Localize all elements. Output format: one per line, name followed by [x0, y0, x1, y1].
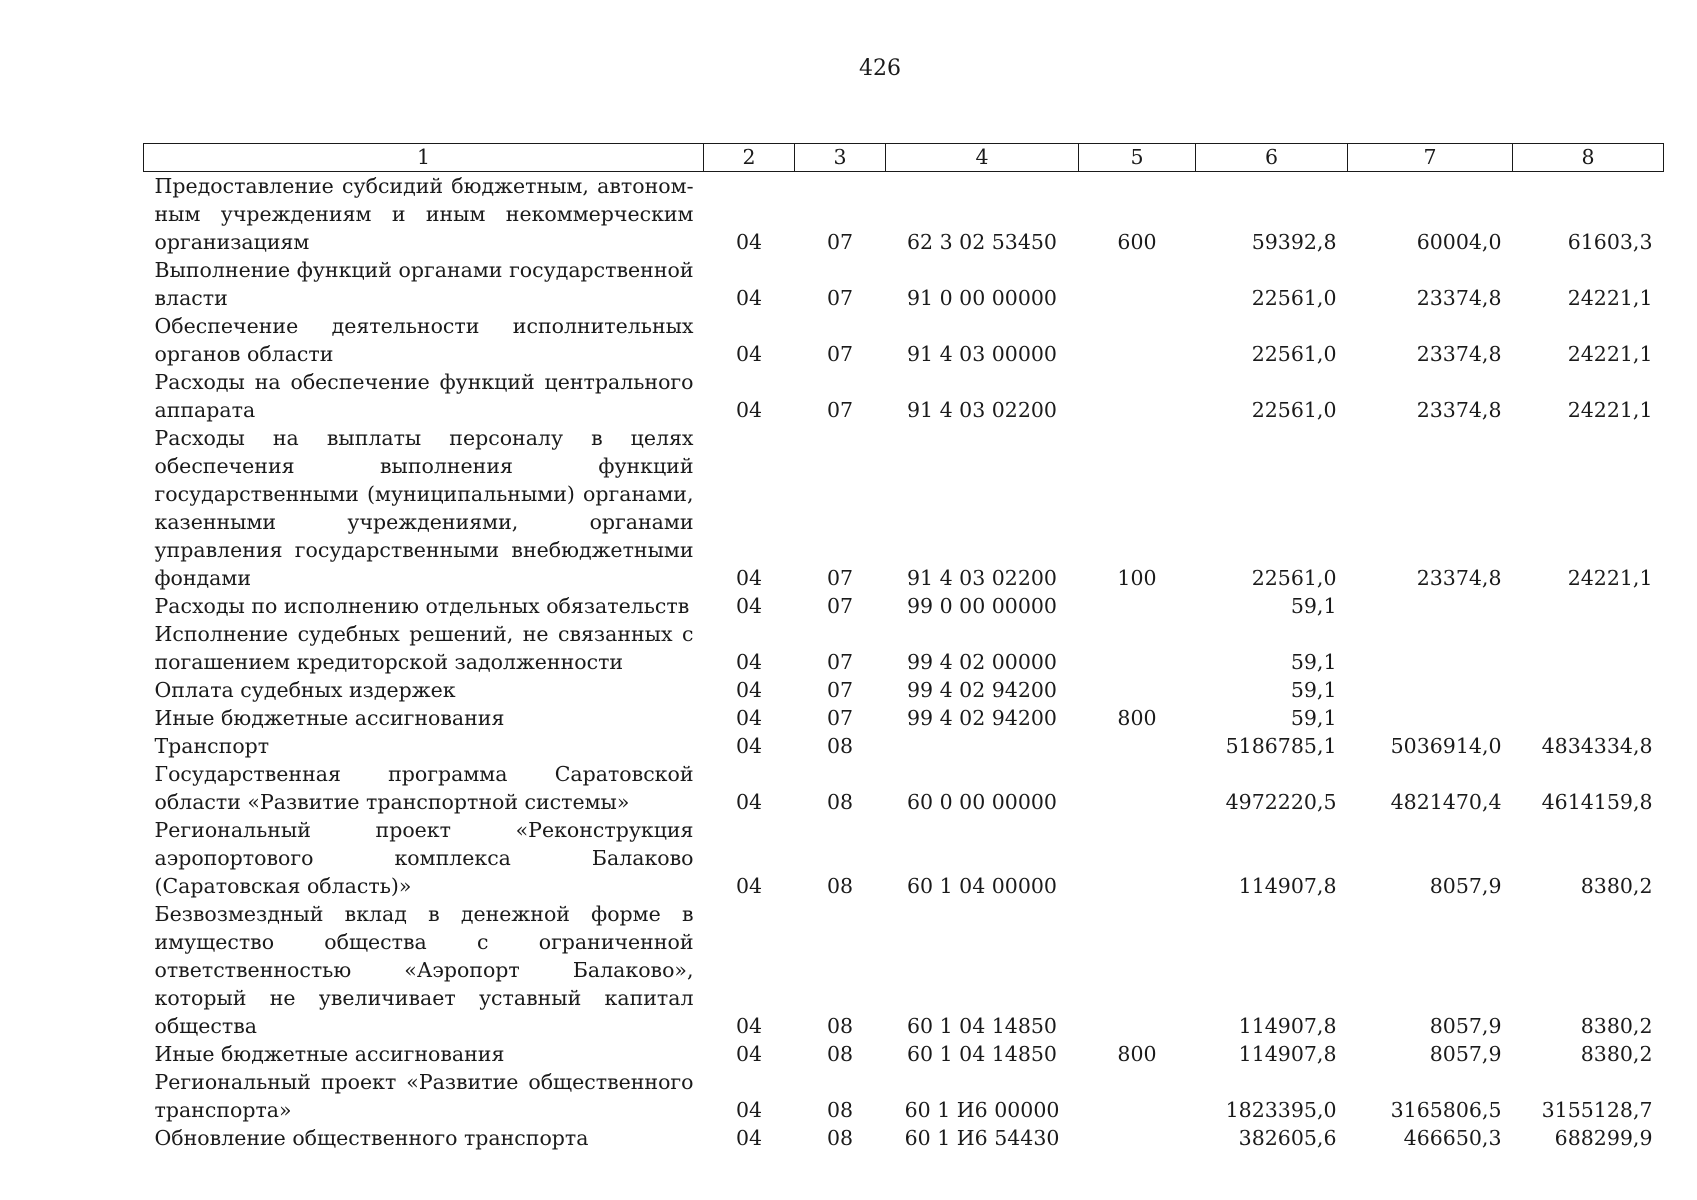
- row-description: Транспорт: [154, 734, 270, 758]
- header-col-6: 6: [1196, 144, 1348, 172]
- section-code: 04: [735, 286, 763, 310]
- row-description: Расходы по исполнению отдельных обязательств: [154, 594, 690, 618]
- row-description: Безвозмездный вклад в денежной форме в имущество общества с ограниченной ответственностью «Аэропорт Балаково», который не увеличивает уставный капитал общества: [154, 902, 694, 1038]
- row-description: Обновление общественного транспорта: [154, 1126, 589, 1150]
- expense-type-code: [1079, 676, 1196, 704]
- amount-col-7: 8057,9: [1429, 1042, 1502, 1066]
- amount-col-8: [1513, 704, 1664, 732]
- amount-col-6: 382605,6: [1238, 1126, 1337, 1150]
- amount-col-7: 5036914,0: [1390, 734, 1502, 758]
- amount-col-8: 8380,2: [1580, 1042, 1653, 1066]
- target-article-code: 60 1 И6 00000: [904, 1098, 1060, 1122]
- expense-type-code: 800: [1117, 706, 1157, 730]
- target-article-code: 99 4 02 94200: [907, 706, 1057, 730]
- subsection-code: 07: [826, 678, 854, 702]
- amount-col-6: 4972220,5: [1225, 790, 1337, 814]
- row-description: Региональный проект «Развитие общественного транспорта»: [154, 1070, 694, 1122]
- row-description: Государственная программа Саратовской области «Развитие транспортной системы»: [154, 762, 694, 814]
- expense-type-code: [1079, 760, 1196, 816]
- amount-col-6: 114907,8: [1238, 1042, 1337, 1066]
- subsection-code: 08: [826, 734, 854, 758]
- amount-col-8: 61603,3: [1567, 230, 1653, 254]
- target-article-code: 91 0 00 00000: [907, 286, 1057, 310]
- section-code: 04: [735, 230, 763, 254]
- target-article-code: 60 0 00 00000: [907, 790, 1057, 814]
- subsection-code: 07: [826, 342, 854, 366]
- target-article-code: 60 1 И6 54430: [904, 1126, 1060, 1150]
- section-code: 04: [735, 1014, 763, 1038]
- page-number: 426: [859, 56, 901, 81]
- table-body: [144, 172, 1664, 1153]
- amount-col-6: 22561,0: [1251, 342, 1337, 366]
- section-code: 04: [735, 566, 763, 590]
- subsection-code: 07: [826, 594, 854, 618]
- row-description: Региональный проект «Реконструкция аэропортового комплекса Балаково (Саратовская область)»: [154, 818, 694, 898]
- table-row: [144, 424, 1664, 592]
- amount-col-8: 8380,2: [1580, 874, 1653, 898]
- table-row: [144, 1068, 1664, 1124]
- row-description: Выполнение функций органами государственной власти: [154, 258, 694, 310]
- amount-col-8: [1513, 592, 1664, 620]
- subsection-code: 08: [826, 1126, 854, 1150]
- table-row: [144, 732, 1664, 760]
- header-col-5: 5: [1079, 144, 1196, 172]
- row-description: Расходы на выплаты персоналу в целях обеспечения выполнения функций государственными (муниципальными) органами, казенными учреждениями, органами управления государственными внебюджетными фондами: [154, 426, 694, 590]
- table-row: [144, 900, 1664, 1040]
- subsection-code: 07: [826, 286, 854, 310]
- section-code: 04: [735, 594, 763, 618]
- amount-col-7: 23374,8: [1416, 342, 1502, 366]
- section-code: 04: [735, 790, 763, 814]
- table-row: [144, 1124, 1664, 1152]
- header-col-4: 4: [886, 144, 1079, 172]
- table-row: [144, 312, 1664, 368]
- target-article-code: 91 4 03 02200: [907, 566, 1057, 590]
- target-article-code: 91 4 03 02200: [907, 398, 1057, 422]
- row-description: Обеспечение деятельности исполнительных органов области: [154, 314, 694, 366]
- amount-col-8: 8380,2: [1580, 1014, 1653, 1038]
- amount-col-6: 59392,8: [1251, 230, 1337, 254]
- expense-type-code: [1079, 816, 1196, 900]
- header-col-7: 7: [1348, 144, 1513, 172]
- row-description: Иные бюджетные ассигнования: [154, 706, 505, 730]
- expense-type-code: [1079, 592, 1196, 620]
- table-row: [144, 816, 1664, 900]
- table-row: [144, 1040, 1664, 1068]
- amount-col-6: 114907,8: [1238, 874, 1337, 898]
- amount-col-7: 23374,8: [1416, 398, 1502, 422]
- target-article-code: 99 4 02 00000: [907, 650, 1057, 674]
- table-row: [144, 760, 1664, 816]
- expense-type-code: [1079, 900, 1196, 1040]
- amount-col-8: 4834334,8: [1541, 734, 1653, 758]
- amount-col-8: [1513, 620, 1664, 676]
- table-header-row: [144, 144, 1664, 172]
- subsection-code: 07: [826, 706, 854, 730]
- amount-col-6: 5186785,1: [1225, 734, 1337, 758]
- target-article-code: 62 3 02 53450: [907, 230, 1057, 254]
- expense-type-code: [1079, 732, 1196, 760]
- expense-type-code: 800: [1117, 1042, 1157, 1066]
- target-article-code: 60 1 04 14850: [907, 1042, 1057, 1066]
- amount-col-8: 4614159,8: [1541, 790, 1653, 814]
- target-article-code: [886, 732, 1079, 760]
- section-code: 04: [735, 874, 763, 898]
- section-code: 04: [735, 342, 763, 366]
- target-article-code: 99 4 02 94200: [907, 678, 1057, 702]
- section-code: 04: [735, 398, 763, 422]
- table-row: [144, 704, 1664, 732]
- amount-col-8: 24221,1: [1567, 398, 1653, 422]
- row-description: Расходы на обеспечение функций центрального аппарата: [154, 370, 694, 422]
- header-col-8: 8: [1513, 144, 1664, 172]
- section-code: 04: [735, 650, 763, 674]
- subsection-code: 08: [826, 790, 854, 814]
- row-description: Иные бюджетные ассигнования: [154, 1042, 505, 1066]
- row-description: Предоставление субсидий бюджетным, автономным учреждениям и иным некоммерческим организациям: [154, 174, 694, 254]
- amount-col-7: [1348, 704, 1513, 732]
- subsection-code: 07: [826, 398, 854, 422]
- target-article-code: 60 1 04 14850: [907, 1014, 1057, 1038]
- amount-col-7: 23374,8: [1416, 566, 1502, 590]
- header-col-1: 1: [144, 144, 704, 172]
- amount-col-8: [1513, 676, 1664, 704]
- amount-col-7: 60004,0: [1416, 230, 1502, 254]
- expense-type-code: [1079, 256, 1196, 312]
- row-description: Исполнение судебных решений, не связанных с погашением кредиторской задолженности: [154, 622, 694, 674]
- expense-type-code: [1079, 368, 1196, 424]
- table-row: [144, 592, 1664, 620]
- expense-type-code: [1079, 1068, 1196, 1124]
- section-code: 04: [735, 734, 763, 758]
- amount-col-6: 59,1: [1290, 650, 1337, 674]
- expense-type-code: [1079, 620, 1196, 676]
- amount-col-8: 24221,1: [1567, 566, 1653, 590]
- section-code: 04: [735, 706, 763, 730]
- amount-col-7: [1348, 620, 1513, 676]
- amount-col-7: 23374,8: [1416, 286, 1502, 310]
- amount-col-8: 688299,9: [1554, 1126, 1653, 1150]
- expense-type-code: [1079, 1124, 1196, 1152]
- table-row: [144, 368, 1664, 424]
- target-article-code: 91 4 03 00000: [907, 342, 1057, 366]
- amount-col-6: 59,1: [1290, 678, 1337, 702]
- amount-col-7: [1348, 592, 1513, 620]
- amount-col-7: [1348, 676, 1513, 704]
- row-description: Оплата судебных издержек: [154, 678, 456, 702]
- subsection-code: 08: [826, 1098, 854, 1122]
- amount-col-7: 8057,9: [1429, 874, 1502, 898]
- amount-col-6: 1823395,0: [1225, 1098, 1337, 1122]
- subsection-code: 07: [826, 566, 854, 590]
- amount-col-7: 466650,3: [1403, 1126, 1502, 1150]
- amount-col-8: 24221,1: [1567, 342, 1653, 366]
- amount-col-6: 22561,0: [1251, 566, 1337, 590]
- subsection-code: 07: [826, 230, 854, 254]
- table-row: [144, 172, 1664, 257]
- subsection-code: 08: [826, 1042, 854, 1066]
- expense-type-code: 100: [1117, 566, 1157, 590]
- section-code: 04: [735, 1042, 763, 1066]
- amount-col-7: 4821470,4: [1390, 790, 1502, 814]
- section-code: 04: [735, 1126, 763, 1150]
- amount-col-6: 22561,0: [1251, 398, 1337, 422]
- amount-col-6: 59,1: [1290, 594, 1337, 618]
- amount-col-6: 22561,0: [1251, 286, 1337, 310]
- expense-type-code: [1079, 312, 1196, 368]
- budget-table: [143, 143, 1664, 1152]
- header-col-2: 2: [704, 144, 795, 172]
- header-col-3: 3: [795, 144, 886, 172]
- amount-col-8: 24221,1: [1567, 286, 1653, 310]
- subsection-code: 07: [826, 650, 854, 674]
- target-article-code: 60 1 04 00000: [907, 874, 1057, 898]
- subsection-code: 08: [826, 1014, 854, 1038]
- section-code: 04: [735, 1098, 763, 1122]
- amount-col-7: 3165806,5: [1390, 1098, 1502, 1122]
- section-code: 04: [735, 678, 763, 702]
- subsection-code: 08: [826, 874, 854, 898]
- expense-type-code: 600: [1117, 230, 1157, 254]
- amount-col-8: 3155128,7: [1541, 1098, 1653, 1122]
- table-row: [144, 620, 1664, 676]
- amount-col-6: 114907,8: [1238, 1014, 1337, 1038]
- table-row: [144, 256, 1664, 312]
- target-article-code: 99 0 00 00000: [907, 594, 1057, 618]
- amount-col-6: 59,1: [1290, 706, 1337, 730]
- table-row: [144, 676, 1664, 704]
- amount-col-7: 8057,9: [1429, 1014, 1502, 1038]
